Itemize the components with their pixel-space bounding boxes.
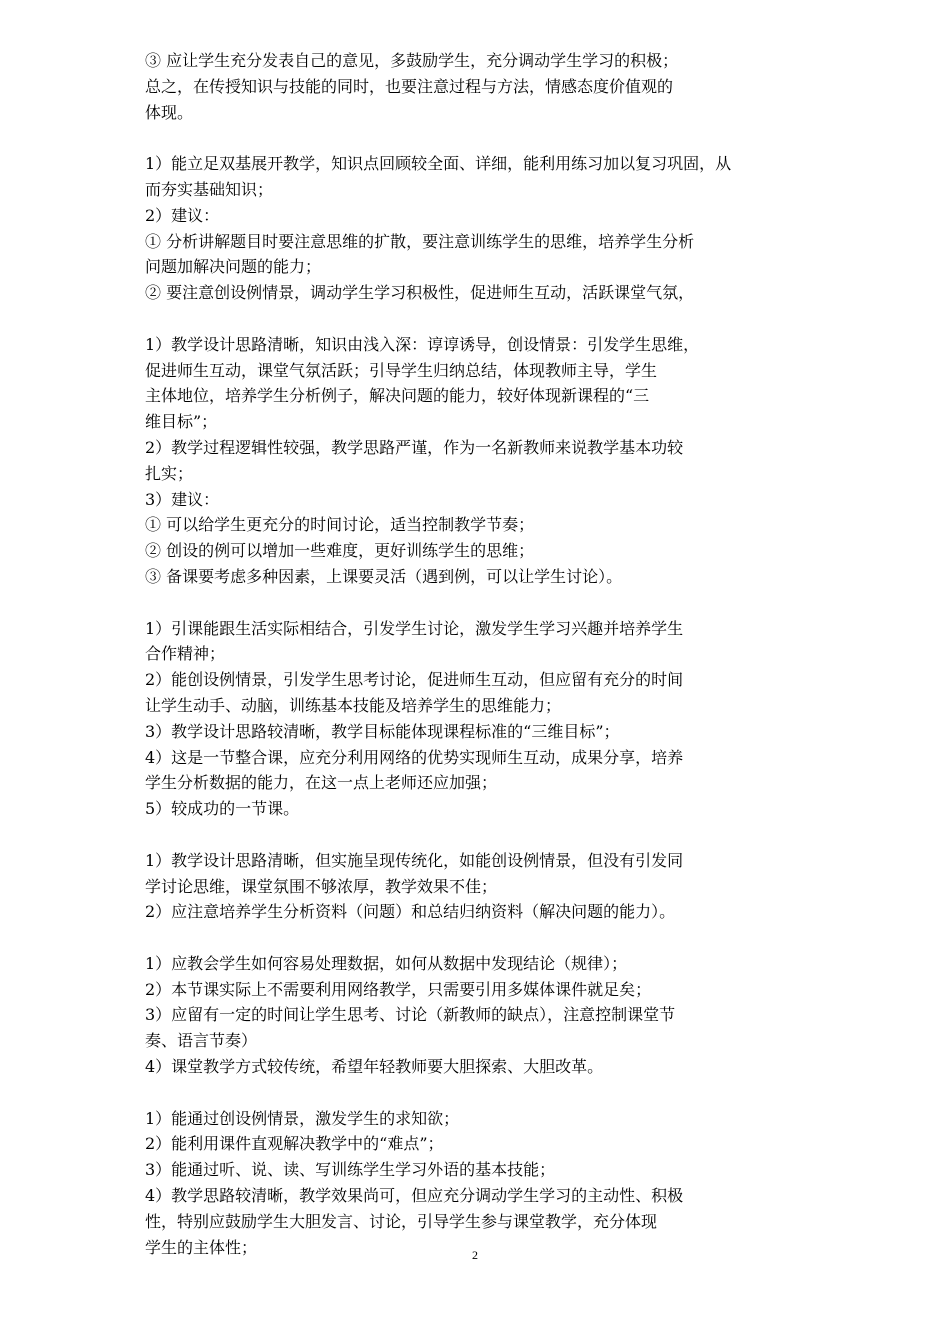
text-line: 3）建议： bbox=[145, 489, 220, 509]
text-line: ① 可以给学生更充分的时间讨论，适当控制教学节奏； bbox=[145, 515, 535, 535]
text-line: ① 分析讲解题目时要注意思维的扩散，要注意训练学生的思维，培养学生分析 bbox=[145, 231, 695, 251]
paragraph-gap bbox=[145, 822, 815, 848]
text-line: 3）能通过听、说、读、写训练学生学习外语的基本技能； bbox=[145, 1160, 556, 1180]
text-line: 4）课堂教学方式较传统，希望年轻教师要大胆探索、大胆改革。 bbox=[145, 1057, 604, 1077]
text-line: 2）本节课实际上不需要利用网络教学，只需要引用多媒体课件就足矣； bbox=[145, 979, 652, 999]
text-line: 1）教学设计思路清晰，知识由浅入深：谆谆诱导，创设情景：引发学生思维， bbox=[145, 334, 700, 354]
text-line: 1）教学设计思路清晰，但实施呈现传统化，如能创设例情景，但没有引发同 bbox=[145, 850, 684, 870]
text-line: 而夯实基础知识； bbox=[145, 179, 274, 199]
paragraph-gap bbox=[145, 306, 815, 332]
text-line: 2）能利用课件直观解决教学中的“难点”； bbox=[145, 1134, 444, 1154]
text-line: 维目标”； bbox=[145, 412, 218, 432]
text-line: 1）能立足双基展开教学，知识点回顾较全面、详细，能利用练习加以复习巩固，从 bbox=[145, 154, 732, 174]
text-line: 奏、语言节奏） bbox=[145, 1031, 258, 1051]
text-line: 1）能通过创设例情景，激发学生的求知欲； bbox=[145, 1108, 460, 1128]
text-line: 学讨论思维，课堂氛围不够浓厚，教学效果不佳； bbox=[145, 876, 498, 896]
text-line: 性，特别应鼓励学生大胆发言、讨论，引导学生参与课堂教学，充分体现 bbox=[145, 1211, 658, 1231]
text-line: 让学生动手、动脑，训练基本技能及培养学生的思维能力； bbox=[145, 695, 562, 715]
text-line: 4）教学思路较清晰，教学效果尚可，但应充分调动学生学习的主动性、积极 bbox=[145, 1186, 684, 1206]
text-line: 3）教学设计思路较清晰，教学目标能体现课程标准的“三维目标”； bbox=[145, 721, 620, 741]
text-line: 1）引课能跟生活实际相结合，引发学生讨论，激发学生学习兴趣并培养学生 bbox=[145, 618, 684, 638]
text-line: 2）能创设例情景，引发学生思考讨论，促进师生互动，但应留有充分的时间 bbox=[145, 670, 684, 690]
text-line: 体现。 bbox=[145, 102, 194, 122]
text-line: ② 创设的例可以增加一些难度，更好训练学生的思维； bbox=[145, 541, 535, 561]
text-line: 合作精神； bbox=[145, 644, 226, 664]
text-line: ③ 备课要考虑多种因素，上课要灵活（遇到例，可以让学生讨论）。 bbox=[145, 566, 623, 586]
text-line: 学生的主体性； bbox=[145, 1237, 258, 1257]
text-line: 问题加解决问题的能力； bbox=[145, 257, 322, 277]
paragraph-gap bbox=[145, 590, 815, 616]
text-line: 2）教学过程逻辑性较强，教学思路严谨，作为一名新教师来说教学基本功较 bbox=[145, 437, 684, 457]
text-line: 1）应教会学生如何容易处理数据，如何从数据中发现结论（规律）； bbox=[145, 953, 628, 973]
text-line: ③ 应让学生充分发表自己的意见，多鼓励学生，充分调动学生学习的积极； bbox=[145, 51, 679, 70]
text-line: ② 要注意创设例情景，调动学生学习积极性，促进师生互动，活跃课堂气氛， bbox=[145, 283, 695, 303]
paragraph-gap bbox=[145, 1080, 815, 1106]
text-line: 5）较成功的一节课。 bbox=[145, 799, 300, 819]
page-body-text bbox=[145, 48, 815, 1260]
text-line: 4）这是一节整合课，应充分利用网络的优势实现师生互动，成果分享，培养 bbox=[145, 747, 684, 767]
text-line: 主体地位，培养学生分析例子，解决问题的能力，较好体现新课程的“三 bbox=[145, 386, 650, 406]
paragraph-gap bbox=[145, 925, 815, 951]
text-line: 促进师生互动，课堂气氛活跃；引导学生归纳总结，体现教师主导，学生 bbox=[145, 360, 658, 380]
text-line: 2）应注意培养学生分析资料（问题）和总结归纳资料（解决问题的能力）。 bbox=[145, 902, 676, 922]
paragraph-gap bbox=[145, 125, 815, 151]
text-line: 总之，在传授知识与技能的同时，也要注意过程与方法，情感态度价值观的 bbox=[145, 76, 674, 96]
page-number: 2 bbox=[472, 1248, 478, 1262]
text-line: 3）应留有一定的时间让学生思考、讨论（新教师的缺点），注意控制课堂节 bbox=[145, 1005, 676, 1025]
text-line: 2）建议： bbox=[145, 205, 220, 225]
text-line: 扎实； bbox=[145, 463, 194, 483]
text-line: 学生分析数据的能力，在这一点上老师还应加强； bbox=[145, 773, 498, 793]
